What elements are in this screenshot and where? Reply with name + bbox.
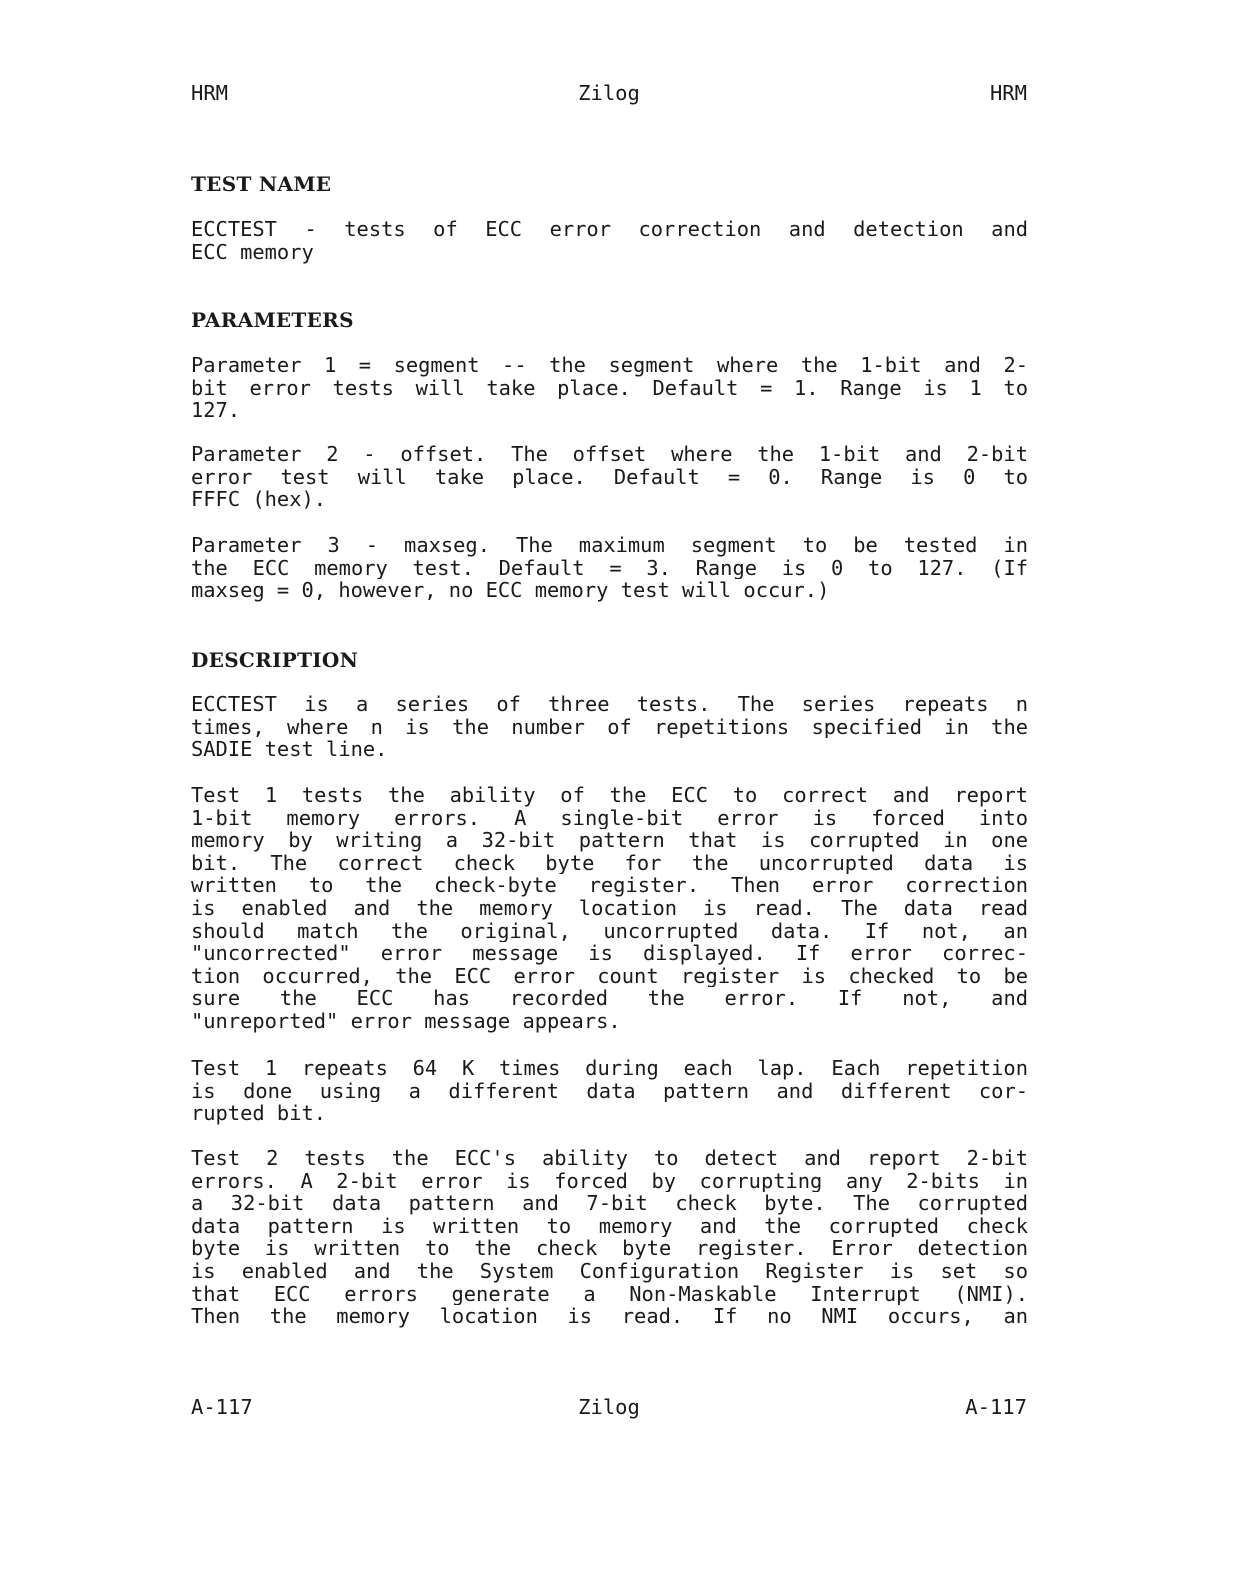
text-line: Test 1 tests the ability of the ECC to correct and report <box>191 784 1028 807</box>
text-line: Parameter 1 = segment -- the segment where the 1-bit and 2- <box>191 354 1028 377</box>
description-paragraph-1 <box>191 693 1028 761</box>
text-line: tion occurred, the ECC error count register is checked to be <box>191 964 1028 988</box>
text-line: written to the check-byte register. Then error correction <box>191 874 1028 897</box>
test-name-paragraph <box>191 218 1028 263</box>
header-left: HRM <box>191 81 229 105</box>
description-paragraph-repeats <box>191 1057 1028 1125</box>
text-line: is enabled and the memory location is read. The data read <box>191 896 1028 920</box>
footer-center: Zilog <box>578 1395 640 1419</box>
page-footer <box>191 1394 1027 1420</box>
text-line: 1-bit memory errors. A single-bit error is forced into <box>191 806 1028 830</box>
text-line: ECCTEST - tests of ECC error correction and detection and <box>191 218 1028 241</box>
text-line: ECCTEST is a series of three tests. The series repeats n <box>191 693 1028 716</box>
text-line: Then the memory location is read. If no NMI occurs, an <box>191 1305 1028 1328</box>
text-line: ECC memory <box>191 239 314 264</box>
text-line: byte is written to the check byte register. Error detection <box>191 1237 1028 1260</box>
header-right: HRM <box>989 81 1027 105</box>
text-line: the ECC memory test. Default = 3. Range is 0 to 127. (If <box>191 556 1028 580</box>
test-name-heading: TEST NAME <box>191 172 332 196</box>
text-line: memory by writing a 32-bit pattern that is corrupted in one <box>191 829 1028 852</box>
text-line: errors. A 2-bit error is forced by corrupting any 2-bits in <box>191 1169 1028 1193</box>
text-line: SADIE test line. <box>191 737 388 762</box>
text-line: "uncorrected" error message is displayed. If error correc- <box>191 942 1028 965</box>
text-line: that ECC errors generate a Non-Maskable Interrupt (NMI). <box>191 1282 1028 1306</box>
text-line: times, where n is the number of repetitions specified in the <box>191 715 1028 739</box>
text-line: Test 1 repeats 64 K times during each lap. Each repetition <box>191 1057 1028 1080</box>
description-paragraph-test2 <box>191 1147 1028 1328</box>
description-paragraph-test1 <box>191 784 1028 1033</box>
text-line: Parameter 2 - offset. The offset where the 1-bit and 2-bit <box>191 443 1028 466</box>
text-line: sure the ECC has recorded the error. If not, and <box>191 987 1028 1010</box>
parameter-3-paragraph <box>191 534 1028 602</box>
header-center: Zilog <box>578 81 640 105</box>
text-line: should match the original, uncorrupted data. If not, an <box>191 919 1028 943</box>
text-line: 127. <box>191 398 241 423</box>
text-line: bit error tests will take place. Default = 1. Range is 1 to <box>191 376 1028 400</box>
page-header <box>191 80 1027 106</box>
parameters-heading: PARAMETERS <box>191 308 354 332</box>
text-line: "unreported" error message appears. <box>191 1008 621 1033</box>
text-line: is enabled and the System Configuration Register is set so <box>191 1259 1028 1283</box>
text-line: maxseg = 0, however, no ECC memory test will occur.) <box>191 578 830 603</box>
text-line: a 32-bit data pattern and 7-bit check byte. The corrupted <box>191 1192 1028 1215</box>
text-line: rupted bit. <box>191 1101 327 1126</box>
text-line: is done using a different data pattern and different cor- <box>191 1079 1028 1103</box>
footer-right: A-117 <box>965 1395 1027 1419</box>
text-line: bit. The correct check byte for the uncorrupted data is <box>191 851 1028 875</box>
parameter-1-paragraph <box>191 354 1028 422</box>
footer-left: A-117 <box>191 1395 253 1419</box>
text-line: error test will take place. Default = 0. Range is 0 to <box>191 465 1028 489</box>
description-heading: DESCRIPTION <box>191 648 359 672</box>
text-line: FFFC (hex). <box>191 487 327 512</box>
text-line: Test 2 tests the ECC's ability to detect and report 2-bit <box>191 1147 1028 1170</box>
parameter-2-paragraph <box>191 443 1028 511</box>
text-line: data pattern is written to memory and the corrupted check <box>191 1214 1028 1238</box>
text-line: Parameter 3 - maxseg. The maximum segment to be tested in <box>191 534 1028 557</box>
